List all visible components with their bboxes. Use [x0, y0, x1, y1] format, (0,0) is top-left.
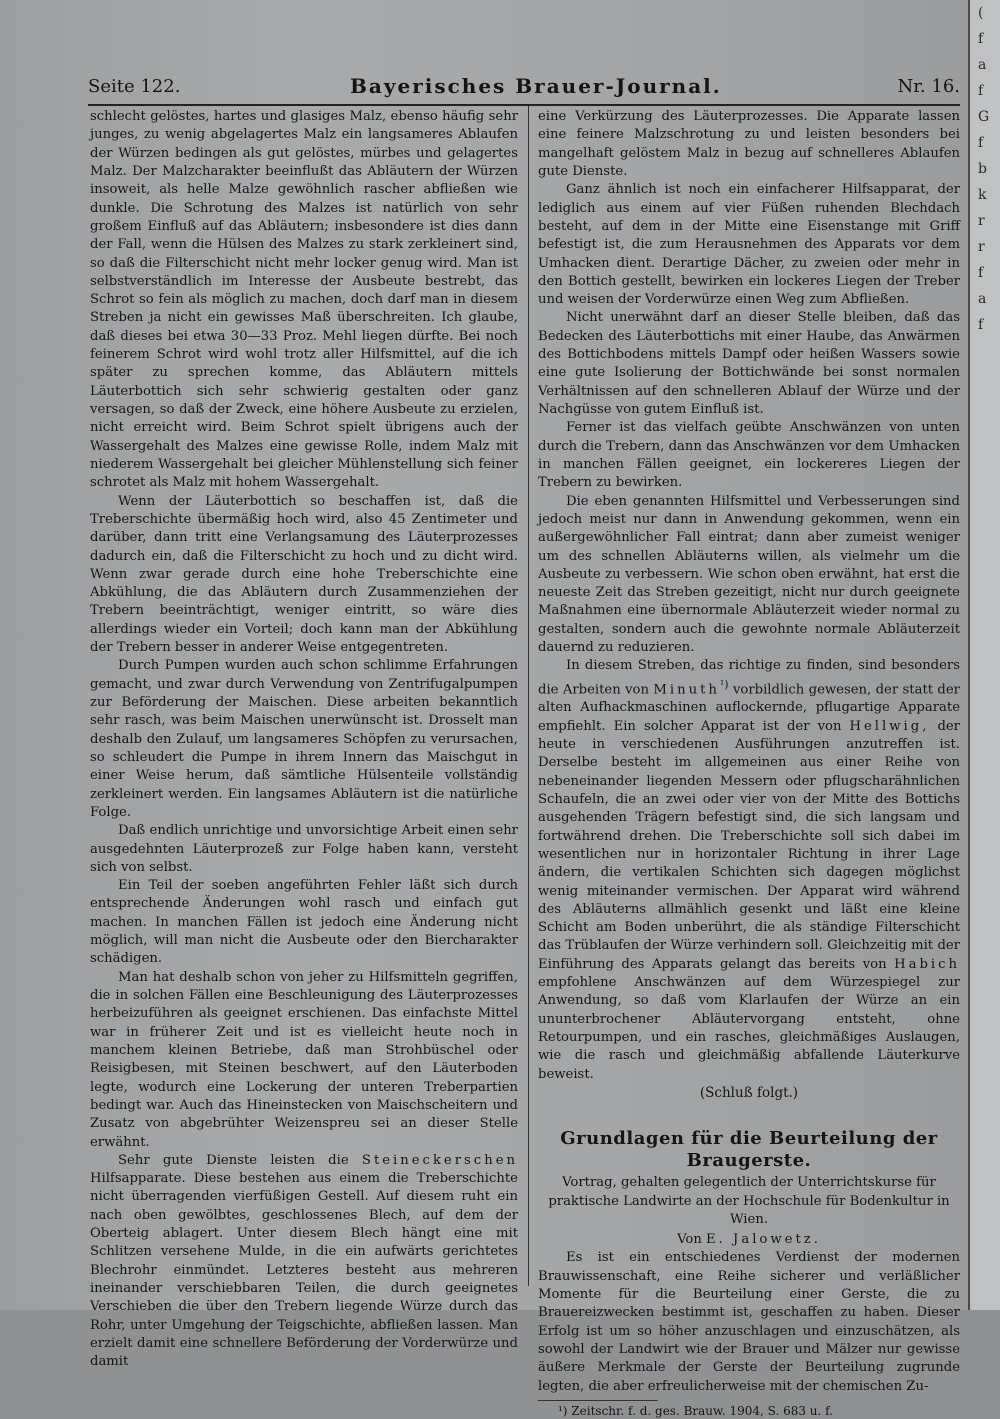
issue-number: Nr. 16.: [897, 76, 960, 97]
paragraph: Nicht unerwähnt darf an dieser Stelle bleiben, daß das Bedecken des Läuterbottichs mit einer Haube, das Anwärmen des Bottichbodens mittels Dampf oder heißen Wassers sowie eine gute Isolierung der Bottichwände bei sonst normalen Verhältnissen auf den schnelleren Ablauf der Würze und der Nachgüsse von gutem Einfluß ist.: [538, 310, 960, 417]
footnote-rule: [538, 1400, 658, 1401]
paragraph: schlecht gelöstes, hartes und glasiges Malz, ebenso häufig sehr junges, zu wenig abgelagertes Malz ein langsameres Ablaufen der Würzen bedingen als gut gelöstes, mürbes und gelagertes Malz. Der Malzcharakter beeinflußt das Abläutern der Würzen insoweit, als helle Malze gewöhnlich rascher abfließen wie dunkle. Die Schrotung des Malzes ist natürlich von sehr großem Einfluß auf das Abläutern; insbesondere ist dies dann der Fall, wenn die Hülsen des Malzes zu stark zerkleinert sind, so daß die Filterschicht nicht mehr locker genug wird. Man ist selbstverständlich im Interesse der Ausbeute bestrebt, das Schrot so fein als möglich zu machen, doch darf man in diesem Streben ja nicht ein gewisses Maß überschreiten. Ich glaube, daß dieses bei etwa 30—33 Proz. Mehl liegen dürfte. Bei noch feinerem Schrot wird wohl trotz aller Hilfsmittel, auf die ich später zu sprechen komme, das Abläutern mittels Läuterbottich sich sehr schwierig gestalten oder ganz versagen, so daß der Zweck, eine höhere Ausbeute zu erzielen, nicht erreicht wird. Beim Schrot spielt übrigens auch der Wassergehalt des Malzes eine gewisse Rolle, indem Malz mit niederem Wassergehalt bei gleicher Mühlenstellung sich feiner schrotet als Malz mit hohem Wassergehalt.: [90, 109, 518, 491]
continuation-note: (Schluß folgt.): [699, 1084, 799, 1101]
page-number: Seite 122.: [88, 76, 181, 97]
text-run: der heute in verschiedenen Ausführungen anzutreffen ist. Derselbe besteht im allgemeinen aus einer Reihe von nebeneinander liegenden Messern oder pflugscharähnlichen Schaufeln, die an zwei oder vier von der Mitte des Bottichs ausgehenden Trägern befestigt sind, die sich langsam und fortwährend drehen. Die Treberschichte soll sich dabei im wesentlichen nur in horizontaler Richtung in ihrer Lage ändern, die vertikalen Schichten sich dagegen möglichst wenig miteinander vermischen. Der Apparat wird während des Abläuterns allmählich gesenkt und läßt eine kleine Schicht am Boden unberührt, die als ständige Filterschicht das Trüblaufen der Würze verhindern soll. Gleichzeitig mit der Einführung des Apparats gelangt das bereits von: [538, 718, 960, 972]
text-run: Hilfsapparate. Diese bestehen aus einem die Treberschichte nicht überragenden vierfüßigen Gestell. Auf diesem ruht ein nach oben gewölbtes, geschlossenes Blech, auf dem der Oberteig ablagert. Unter diesem Blech hängt eine mit Schlitzen versehene Mulde, in die ein aufwärts gerichtetes Blechrohr einmündet. Letzteres besteht aus mehreren ineinander verschiebbaren Teilen, die durch geeignetes Verschieben die über den Trebern liegende Würze durch das Rohr, unter Umgehung der Teigschichte, abfließen lassen. Man erzielt damit eine schnellere Beförderung der Vorderwürze und damit: [90, 1171, 518, 1370]
paragraph: Ferner ist das vielfach geübte Anschwänzen von unten durch die Trebern, dann das Anschwänzen vor dem Umhacken in manchen Fällen geeignet, ein lockereres Liegen der Trebern zu bewirken.: [538, 420, 960, 491]
header-rule: [88, 104, 960, 106]
edge-fragment: f: [978, 83, 984, 99]
edge-fragment: a: [978, 291, 987, 307]
person-name: Hellwig,: [849, 718, 930, 734]
edge-fragment: (: [978, 5, 984, 21]
person-name: Steineckerschen: [361, 1152, 518, 1168]
paragraph: eine Verkürzung des Läuterprozesses. Die Apparate lassen eine feinere Malzschrotung zu und leisten besonders bei mangelhaft gelöstem Malz in bezug auf schnelleres Ablaufen gute Dienste.: [538, 109, 960, 179]
paragraph: Die eben genannten Hilfsmittel und Verbesserungen sind jedoch meist nur dann in Anwendung gekommen, wenn ein außergewöhnlicher Fall eintrat; dann aber zumeist weniger um des schnellen Abläuterns willen, als vielmehr um die Ausbeute zu verbessern. Wie schon oben erwähnt, hat erst die neueste Zeit das Streben gezeitigt, nicht nur durch geeignete Maßnahmen eine übernormale Abläuterzeit wieder normal zu gestalten, sondern auch die gewohnte normale Abläuterzeit dauernd zu reduzieren.: [538, 493, 960, 656]
edge-fragment: f: [978, 317, 984, 333]
footnote: ¹) Zeitschr. f. d. ges. Brauw. 1904, S. 683 u. f.: [558, 1403, 833, 1418]
text-run: vorbildlich gewesen, der statt der alten Aufhackmaschinen auflockernde, pflugartige Apparate empfiehlt. Ein solcher Apparat ist der von: [538, 682, 960, 734]
text-run: In diesem Streben, das richtige zu finden, sind besonders die Arbeiten von: [538, 658, 960, 698]
text-run: empfohlene Anschwänzen auf dem Würzespiegel zur Anwendung, so daß vom Klarlaufen der Würze an ein ununterbrochener Abläutervorgang entsteht, ohne Retourpumpen, und ein rasches, gleichmäßiges Auslaugen, wie die rasch und gleichmäßig abfallende Läuterkurve beweist.: [538, 975, 960, 1082]
footnote-mark: ¹): [719, 677, 729, 691]
person-name: Habich: [894, 956, 960, 972]
article-subtitle: Vortrag, gehalten gelegentlich der Unterrichtskurse für praktische Landwirte an der Hochschule für Bodenkultur in Wien.: [548, 1175, 950, 1227]
page-header: [88, 76, 960, 102]
article-title: Grundlagen für die Beurteilung der Braugerste.: [560, 1128, 938, 1172]
column-divider: [528, 106, 529, 1286]
edge-fragment: k: [978, 187, 987, 203]
paragraph: Wenn der Läuterbottich so beschaffen ist, daß die Treberschichte übermäßig hoch wird, also 45 Zentimeter und darüber, dann tritt eine Verlangsamung des Läuterprozesses dadurch ein, daß die Filterschicht zu hoch und zu dicht wird. Wenn zwar gerade durch eine hohe Treberschichte eine Abkühlung, die das Abläutern durch Zusammenziehen der Trebern beeinträchtigt, weniger eintritt, so wäre dies allerdings wieder ein Vorteil; doch kann man der Abkühlung der Trebern besser in anderer Weise entgegentreten.: [90, 493, 518, 656]
paragraph: Ein Teil der soeben angeführten Fehler läßt sich durch entsprechende Änderungen wohl rasch und einfach gut machen. In manchen Fällen ist jedoch eine Änderung nicht möglich, will man nicht die Ausbeute oder den Biercharakter schädigen.: [90, 878, 518, 967]
article-author: [538, 1231, 960, 1249]
edge-fragment: r: [978, 213, 985, 229]
edge-fragment: G: [978, 109, 990, 125]
edge-fragment: a: [978, 57, 987, 73]
edge-fragment: f: [978, 135, 984, 151]
right-column: [538, 108, 960, 1419]
edge-fragment: r: [978, 239, 985, 255]
author-prefix: Von: [677, 1232, 702, 1248]
paragraph: Es ist ein entschiedenes Verdienst der modernen Brauwissenschaft, eine Reihe sicherer und verläßlicher Momente für die Beurteilung einer Gerste, die zu Brauereizwecken bestimmt ist, geschaffen zu haben. Dieser Erfolg ist um so höher anzuschlagen und einzuschätzen, als sowohl der Landwirt wie der Brauer und Mälzer nur gewisse äußere Merkmale der Gerste der Beurteilung zugrunde legten, die aber erfreulicherweise mit der chemischen Zu-: [538, 1250, 960, 1394]
paragraph: [538, 657, 960, 1084]
adjacent-page-edge: [968, 0, 1000, 1310]
edge-fragment: b: [978, 161, 987, 177]
text-run: Sehr gute Dienste leisten die: [118, 1152, 349, 1168]
author-name: E. Jalowetz.: [706, 1232, 821, 1248]
edge-fragment: f: [978, 265, 984, 281]
paragraph: Ganz ähnlich ist noch ein einfacherer Hilfsapparat, der lediglich aus einem auf vier Füßen ruhenden Blechdach besteht, auf dem in der Mitte eine Eisenstange mit Griff befestigt ist, die zum Herausnehmen des Apparats vor dem Umhacken dient. Derartige Dächer, zu zweien oder mehr in den Bottich gestellt, bewirken ein lockeres Liegen der Treber und weisen der Vorderwürze einen Weg zum Abfließen.: [538, 182, 960, 308]
left-column: [90, 108, 518, 1372]
person-name: Minuth: [653, 682, 720, 698]
paragraph: Durch Pumpen wurden auch schon schlimme Erfahrungen gemacht, und zwar durch Verwendung von Zentrifugalpumpen zur Beförderung der Maischen. Diese arbeiten bekanntlich sehr rasch, was beim Maischen unerwünscht ist. Drosselt man deshalb den Zulauf, um langsameres Schöpfen zu verursachen, so schleudert die Pumpe in ihrem Innern das Maischgut in einer Weise herum, daß sämtliche Hülsenteile vollständig zerkleinert werden. Ein langsames Abläutern ist die natürliche Folge.: [90, 658, 518, 820]
edge-fragment: f: [978, 31, 984, 47]
paragraph: Man hat deshalb schon von jeher zu Hilfsmitteln gegriffen, die in solchen Fällen eine Beschleunigung des Läuterprozesses herbeizuführen als geeignet erschienen. Das einfachste Mittel war in früherer Zeit und ist es vielleicht heute noch in manchem kleinen Betriebe, daß man Strohbüschel oder Reisigbesen, mit Steinen beschwert, auf den Läuterboden legte, wodurch eine Lockerung der unteren Treberpartien bedingt war. Auch das Hineinstecken von Maischscheitern und Zusatz von abgebrühter Weizenspreu sei an dieser Stelle erwähnt.: [90, 969, 518, 1150]
paragraph: Daß endlich unrichtige und unvorsichtige Arbeit einen sehr ausgedehnten Läuterprozeß zur Folge haben kann, versteht sich von selbst.: [90, 823, 518, 875]
paragraph: [90, 1152, 518, 1372]
journal-title: Bayerisches Brauer-Journal.: [350, 74, 722, 98]
